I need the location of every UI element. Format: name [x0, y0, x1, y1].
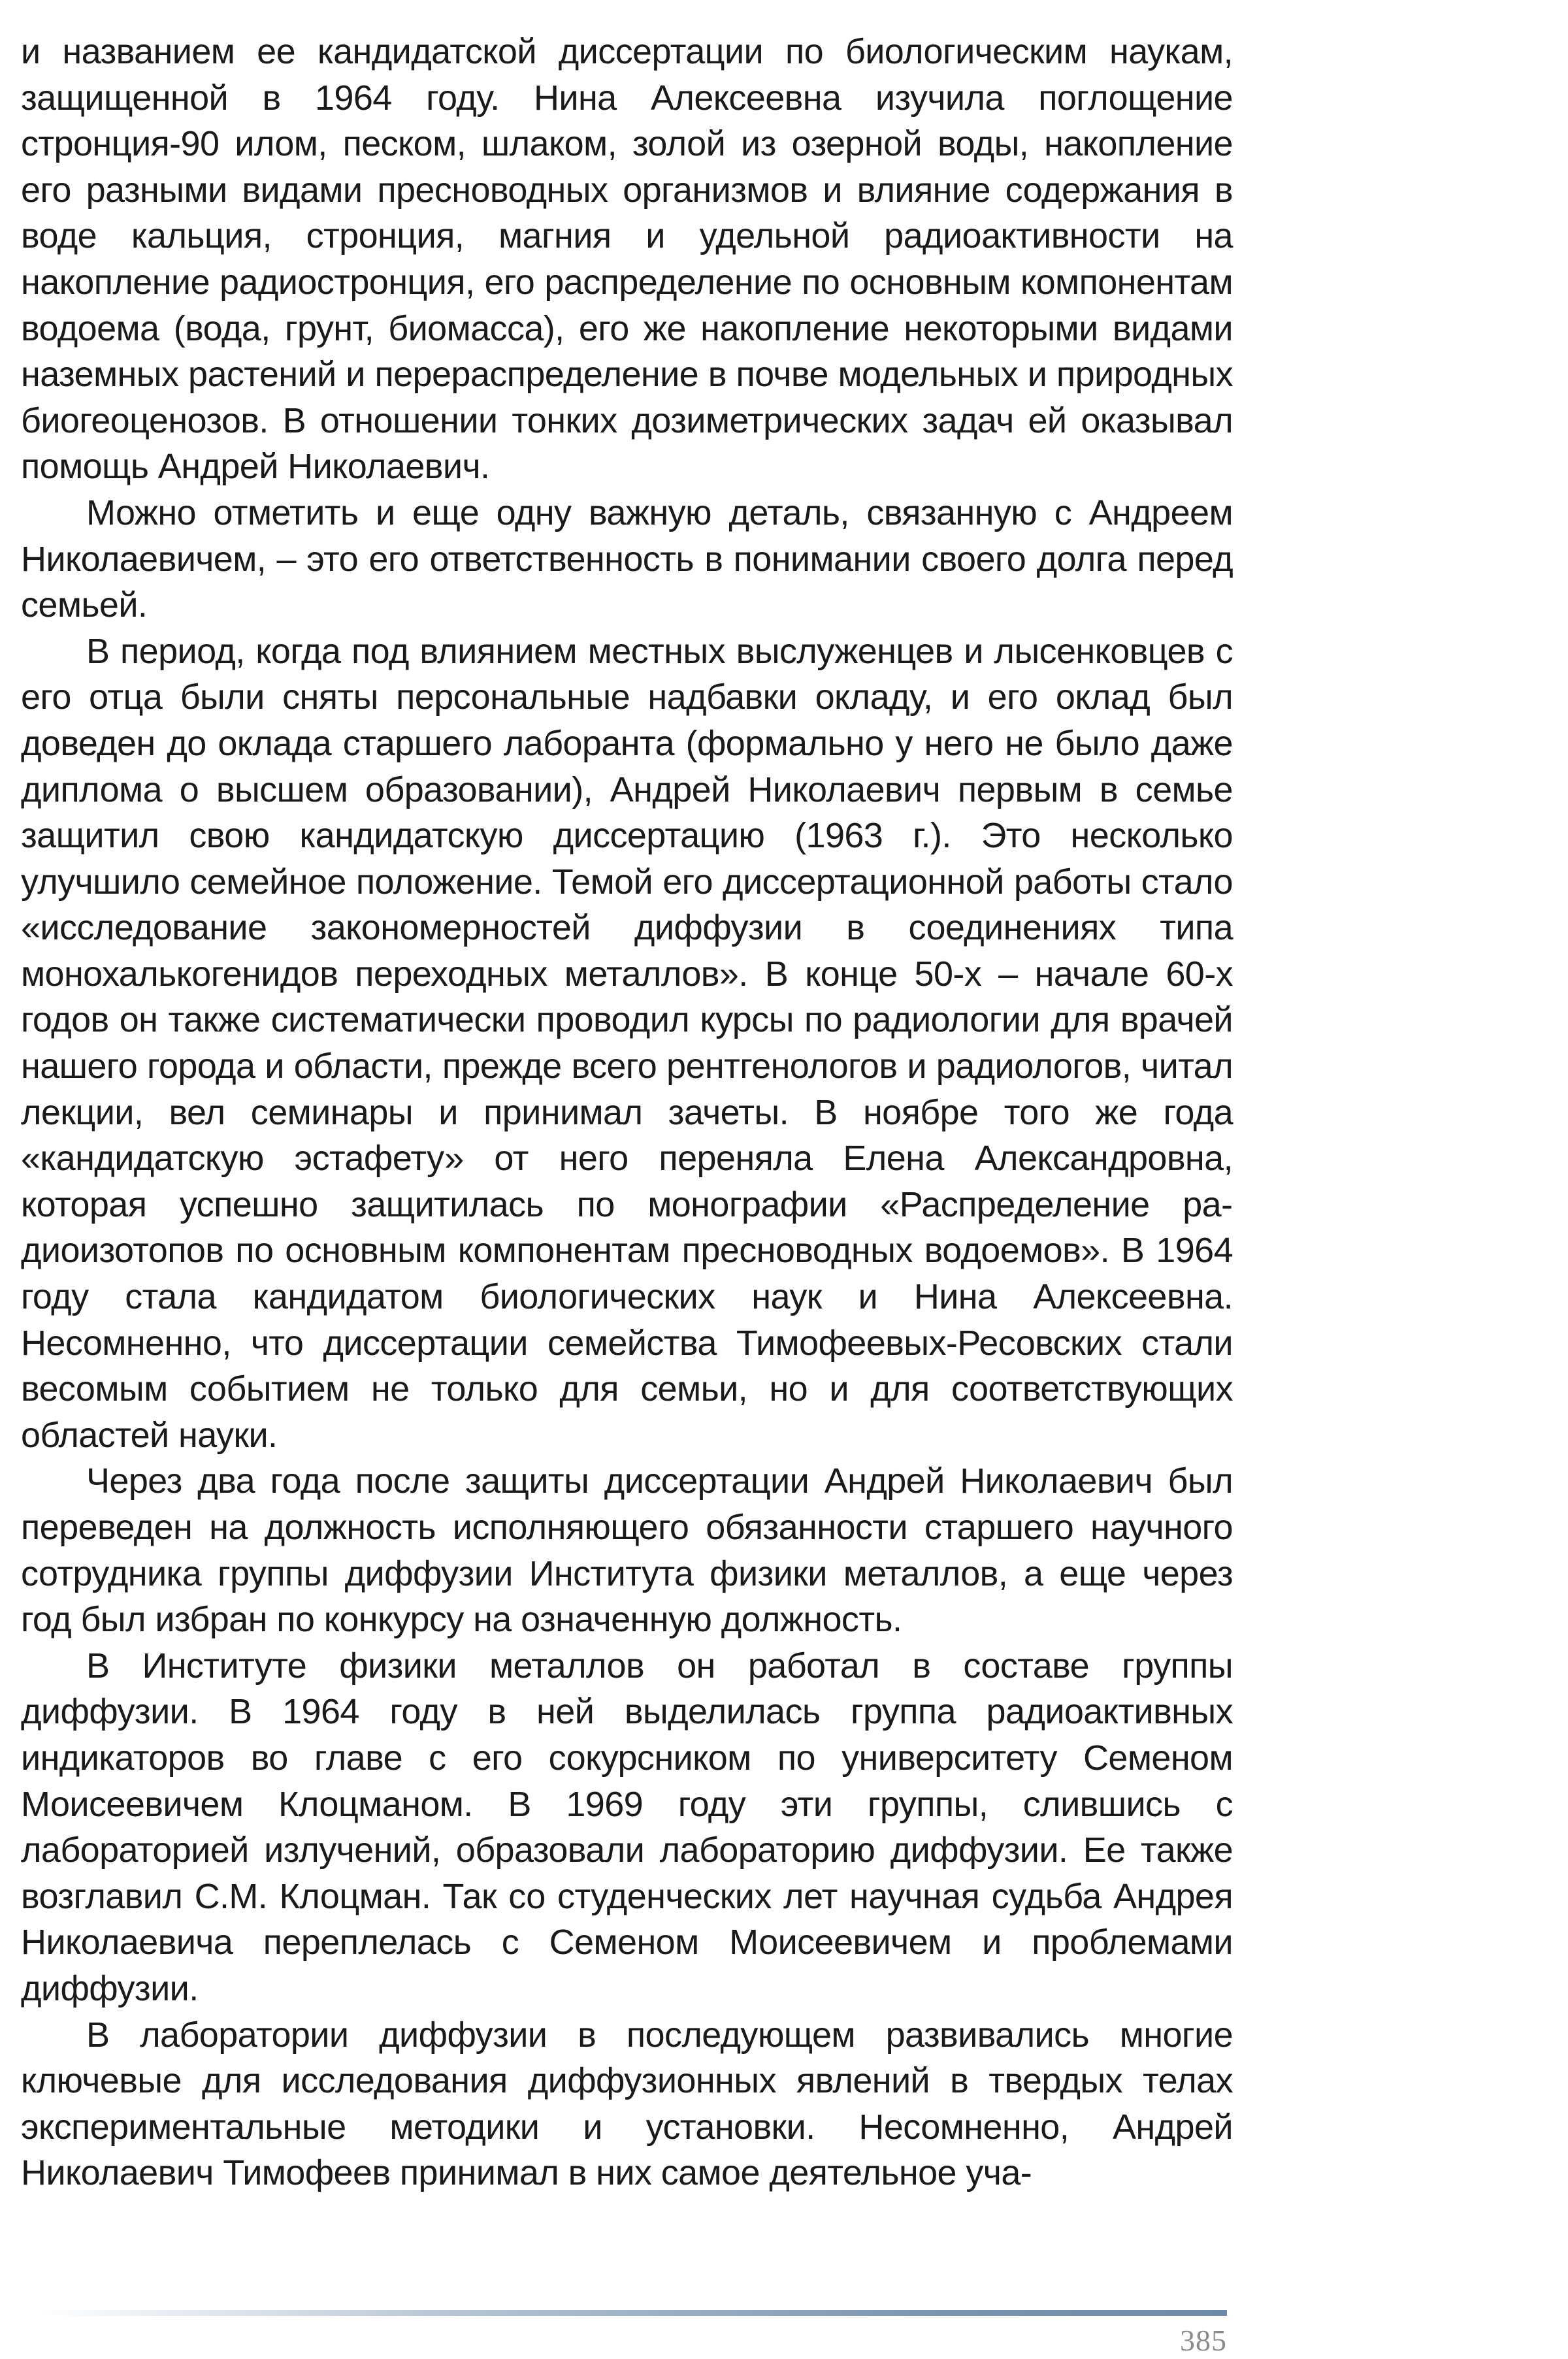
paragraph-1: и названием ее кандидатской диссертации по биологическим наукам, защищенной в 1964 году. Нина Алексеевна изучила поглощение стронция-90 илом, песком, шлаком, золой из озерной воды, накопление его разными видами пресноводных организмов и влияние содержания в воде кальция, стронция, магния и удельной радиоактивности на накопление радиостронция, его распределение по основным компонентам водоема (вода, грунт, биомасса), его же накопление некоторыми видами наземных растений и перераспределение в почве модельных и природных биогеоценозов. В отношении тонких дозиметрических задач ей оказывал помощь Андрей Николаевич.: [21, 32, 1233, 487]
page-number: 385: [1180, 2324, 1227, 2357]
paragraph-3: В период, когда под влиянием местных выслуженцев и лысенковцев с его отца были сняты персональные надбавки окладу, и его оклад был доведен до оклада старшего лаборанта (формально у него не было даже диплома о высшем образовании), Андрей Николаевич первым в семье защитил свою кандидатскую диссертацию (1963 г.). Это несколько улучшило семейное положение. Темой его диссертационной работы стало «исследование закономерностей диффузии в соединениях типа монохалькогенидов переходных металлов». В конце 50-х – начале 60-х годов он также систематически проводил курсы по радиологии для врачей нашего города и области, прежде всего рентгенологов и радиологов, читал лекции, вел семинары и принимал зачеты. В ноябре того же года «кандидатскую эстафету» от него переняла Елена Александровна, которая успешно защитилась по монографии «Распределение радиоизотопов по основным компонентам пресноводных водоемов». В 1964 году стала кандидатом биологических наук и Нина Алексеевна. Несомненно, что диссертации семейства Тимофеевых-Ресовских стали весомым событием не только для семьи, но и для соответствующих областей науки.: [21, 631, 1233, 1455]
footer-divider: [39, 2310, 1227, 2316]
paragraph-6: В лаборатории диффузии в последующем развивались многие ключевые для исследования диффузионных явлений в твердых телах экспериментальные методики и установки. Несомненно, Андрей Николаевич Тимофеев принимал в них самое деятельное уча-: [21, 2015, 1233, 2193]
paragraph-4: Через два года после защиты диссертации Андрей Николаевич был переведен на должность исполняющего обязанности старшего научного сотрудника группы диффузии Института физики металлов, а еще через год был избран по конкурсу на означенную должность.: [21, 1461, 1233, 1640]
paragraph-2: Можно отметить и еще одну важную деталь, связанную с Андреем Николаевичем, – это его ответственность в понимании своего долга перед семьей.: [21, 493, 1233, 625]
main-text-column: [21, 29, 1233, 2196]
paragraph-5: В Институте физики металлов он работал в составе группы диффузии. В 1964 году в ней выделилась группа радиоактивных индикаторов во главе с его сокурсником по университету Семеном Моисеевичем Клоцманом. В 1969 году эти группы, слившись с лабораторией излучений, образовали лабораторию диффузии. Ее также возглавил С.М. Клоцман. Так со студенческих лет научная судьба Андрея Николаевича переплелась с Семеном Моисеевичем и проблемами диффузии.: [21, 1646, 1233, 2008]
